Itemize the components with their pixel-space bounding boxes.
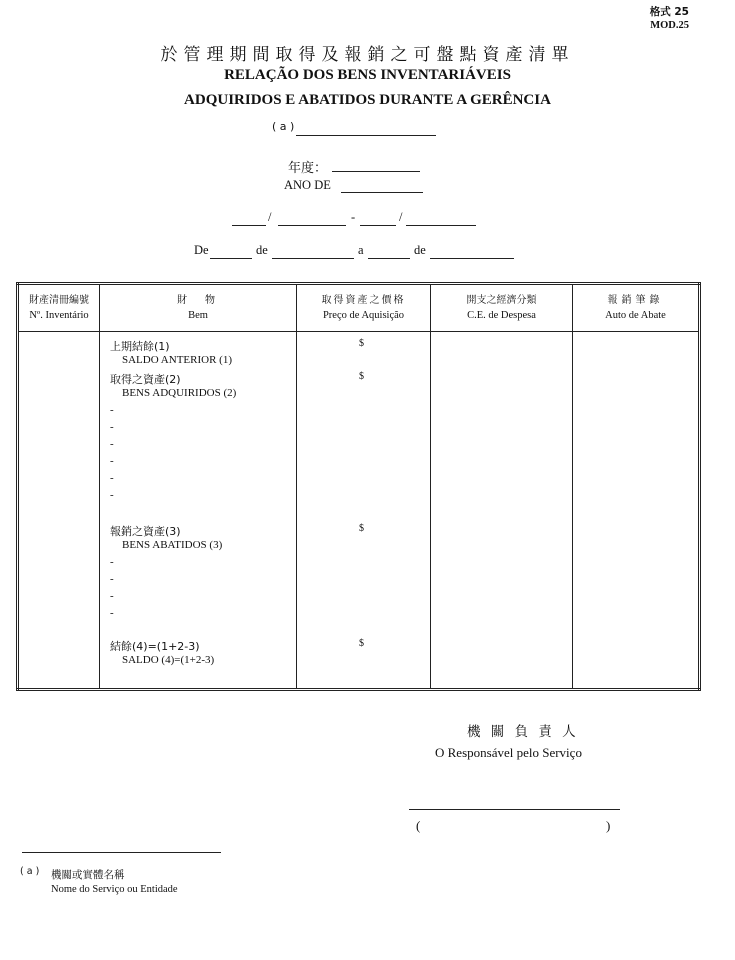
col-header-inventory-zh: 財產清冊編號	[29, 295, 89, 306]
date-to-slash: /	[399, 210, 403, 224]
table-header-row	[18, 284, 700, 332]
col-header-preco-zh: 取得資產之價格	[321, 295, 406, 306]
col-header-despesa	[431, 284, 573, 332]
list-item-dash: -	[110, 472, 114, 484]
date-dash: -	[351, 210, 356, 224]
signature-title-pt: O Responsável pelo Serviço	[435, 745, 582, 760]
cell-bem[interactable]	[100, 332, 297, 690]
title-pt-line2: ADQUIRIDOS E ABATIDOS DURANTE A GERÊNCIA	[184, 92, 551, 108]
col-header-abate-pt: Auto de Abate	[605, 310, 666, 321]
saldo-anterior-pt: SALDO ANTERIOR (1)	[122, 354, 232, 366]
col-header-inventory-pt: Nº. Inventário	[29, 310, 89, 321]
period-a-label: a	[358, 243, 364, 257]
footnote-pt: Nome do Serviço ou Entidade	[51, 884, 178, 895]
table-body-row	[18, 332, 700, 690]
cell-inventory[interactable]	[18, 332, 100, 690]
currency-symbol-final: $	[359, 638, 364, 649]
list-item-dash: -	[110, 590, 114, 602]
date-to-month[interactable]	[406, 211, 476, 226]
col-header-bem-pt: Bem	[188, 310, 208, 321]
date-from-day[interactable]	[232, 211, 266, 226]
period-de-label-2: de	[256, 243, 268, 257]
date-from-month[interactable]	[278, 211, 346, 226]
saldo-final-zh: 結餘(4)=(1+2-3)	[110, 640, 200, 653]
col-header-abate-zh: 報銷筆錄	[607, 295, 664, 306]
list-item-dash: -	[110, 404, 114, 416]
currency-symbol-abatidos: $	[359, 523, 364, 534]
year-field-zh[interactable]	[332, 157, 420, 172]
currency-symbol-saldo: $	[359, 338, 364, 349]
period-de-label: De	[194, 243, 209, 257]
form-code-zh: 格式 25	[649, 6, 689, 18]
list-item-dash: -	[110, 438, 114, 450]
signature-paren-close: )	[606, 818, 611, 833]
saldo-final-pt: SALDO (4)=(1+2-3)	[122, 654, 215, 666]
currency-symbol-adquiridos: $	[359, 371, 364, 382]
period-start-month[interactable]	[272, 244, 354, 259]
year-label-pt: ANO DE	[284, 178, 331, 192]
cell-despesa[interactable]	[431, 332, 573, 690]
footnote-marker: ( a )	[20, 866, 40, 877]
signature-paren-open: (	[416, 818, 421, 833]
footnote-divider	[22, 852, 221, 853]
title-pt-line1: RELAÇÃO DOS BENS INVENTARIÁVEIS	[224, 67, 511, 83]
period-end-day[interactable]	[368, 244, 410, 259]
year-field-pt[interactable]	[341, 178, 423, 193]
date-to-day[interactable]	[360, 211, 396, 226]
col-header-bem-zh: 財 物	[177, 295, 219, 306]
form-code	[650, 6, 689, 32]
col-header-despesa-zh: 開支之經濟分類	[466, 295, 537, 306]
period-start-day[interactable]	[210, 244, 252, 259]
list-item-dash: -	[110, 455, 114, 467]
entity-name-field[interactable]	[296, 121, 436, 136]
col-header-inventory	[18, 284, 100, 332]
list-item-dash: -	[110, 421, 114, 433]
bens-abatidos-zh: 報銷之資產(3)	[110, 525, 181, 538]
list-item-dash: -	[110, 489, 114, 501]
period-end-month[interactable]	[430, 244, 514, 259]
list-item-dash: -	[110, 573, 114, 585]
inventory-table	[16, 282, 701, 691]
list-item-dash: -	[110, 607, 114, 619]
col-header-bem	[100, 284, 297, 332]
cell-preco[interactable]	[297, 332, 431, 690]
period-de-label-3: de	[414, 243, 426, 257]
form-code-mod: MOD.25	[650, 20, 689, 31]
bens-abatidos-pt: BENS ABATIDOS (3)	[122, 539, 223, 551]
date-from-slash: /	[268, 210, 272, 224]
entity-marker: ( a )	[272, 120, 295, 133]
footnote-zh: 機關或實體名稱	[51, 869, 125, 881]
year-label-zh: 年度：	[288, 161, 328, 176]
list-item-dash: -	[110, 556, 114, 568]
col-header-abate	[573, 284, 700, 332]
saldo-anterior-zh: 上期結餘(1)	[110, 340, 170, 353]
bens-adquiridos-zh: 取得之資產(2)	[110, 373, 181, 386]
cell-abate[interactable]	[573, 332, 700, 690]
title-zh: 於管理期間取得及報銷之可盤點資產清單	[160, 45, 575, 65]
col-header-preco-pt: Preço de Aquisição	[322, 310, 405, 321]
col-header-preco	[297, 284, 431, 332]
bens-adquiridos-pt: BENS ADQUIRIDOS (2)	[122, 387, 237, 399]
signature-line[interactable]	[409, 809, 620, 810]
signature-title-zh: 機 關 負 責 人	[467, 724, 579, 740]
col-header-despesa-pt: C.E. de Despesa	[467, 310, 536, 321]
